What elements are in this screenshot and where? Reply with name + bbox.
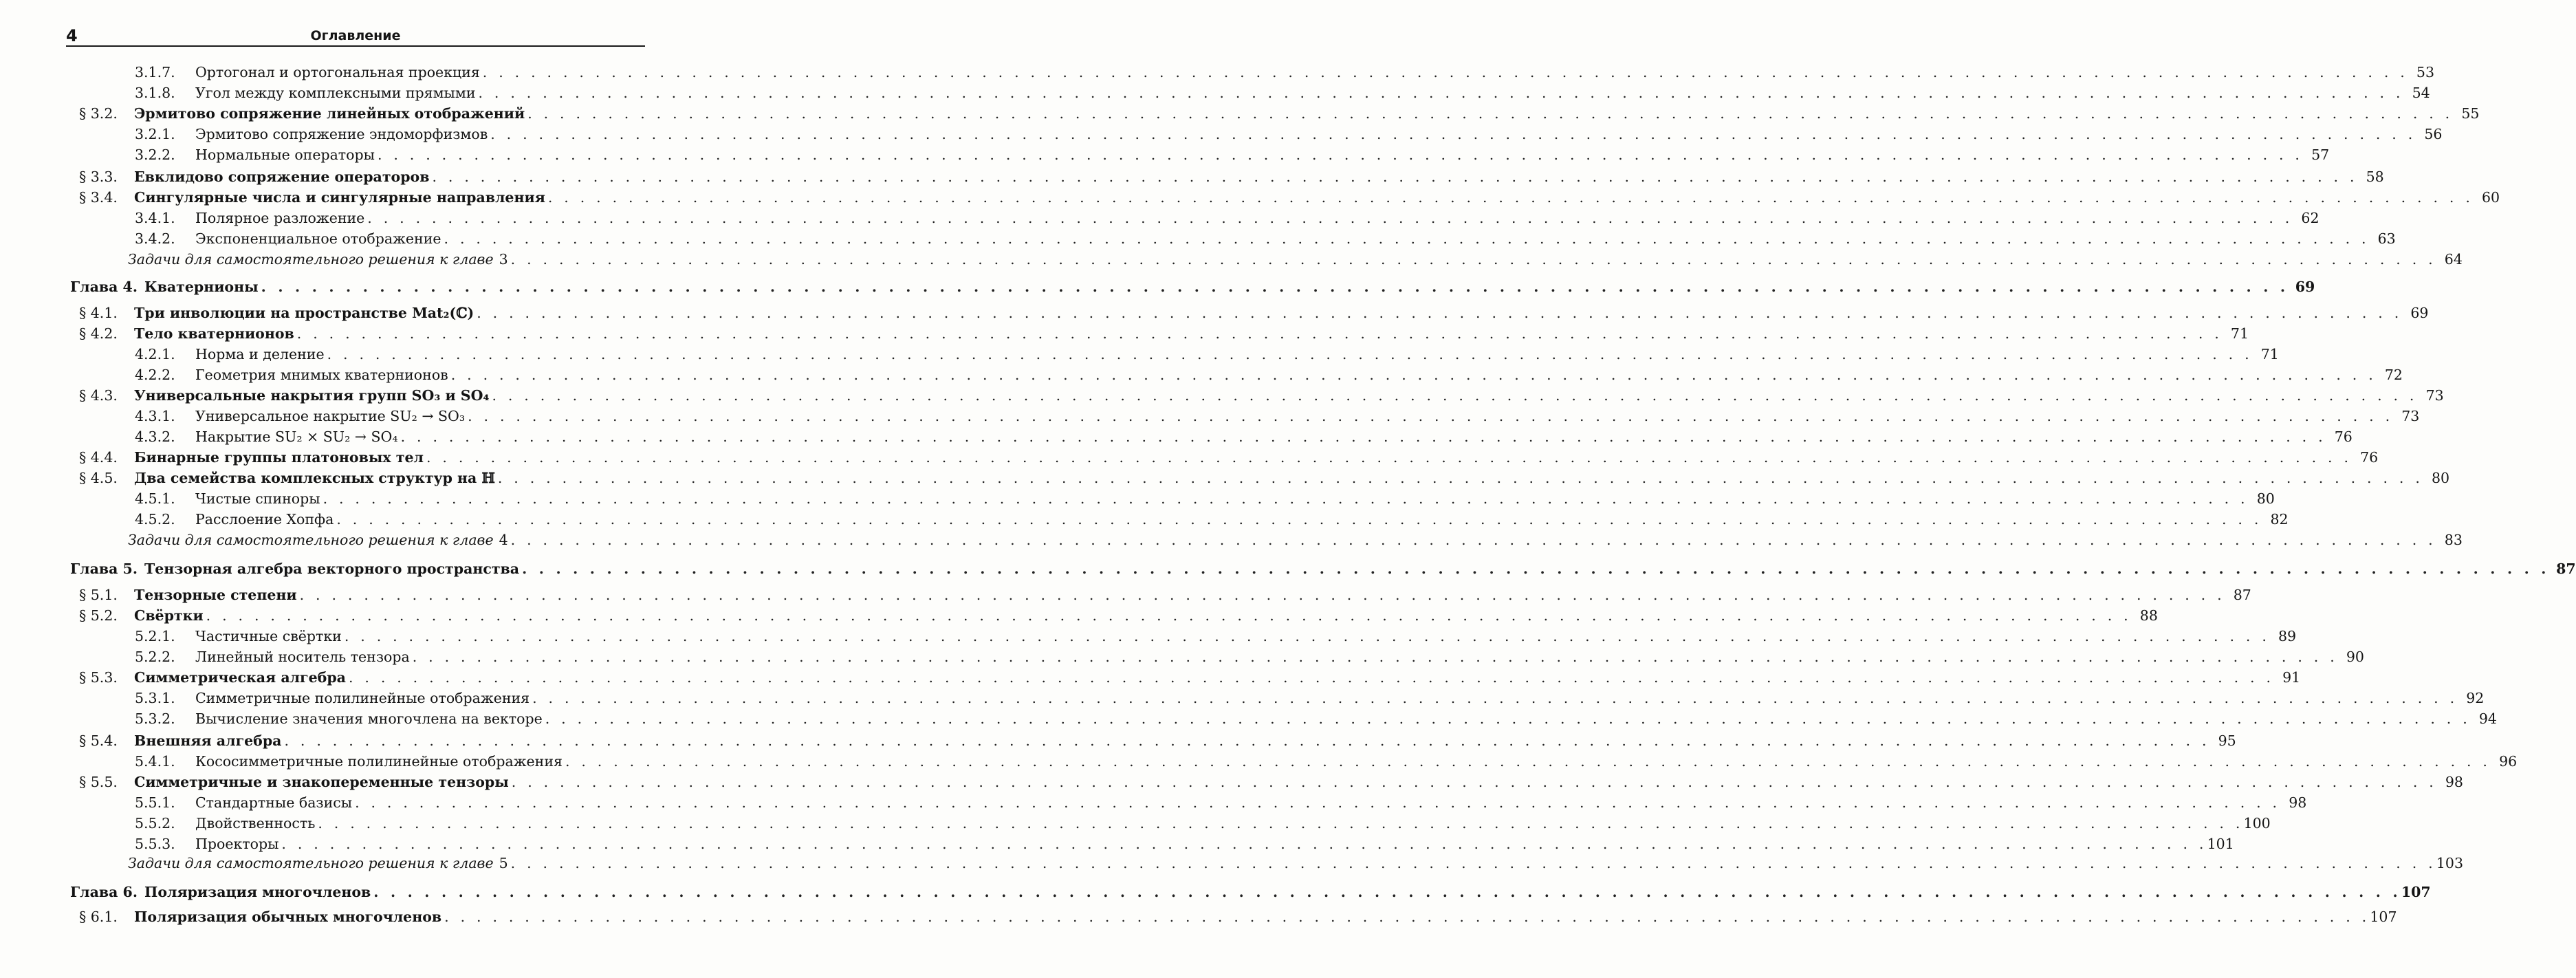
- entry-page: 76: [2334, 428, 2353, 445]
- entry-number: § 4.4.: [79, 449, 118, 466]
- entry-title: Угол между комплексными прямыми: [195, 85, 476, 101]
- toc-subsection: [135, 406, 2420, 426]
- dot-leader: . . . . . . . . . . . . . . . . . . . . . . . . . . . . . . . . . . . . . . . . . . . . . . . . . . . . . . . . . . . . . . . . . . . . . . . . . . . . . . . . . . . . . . . . . . . . . . . . . . . . . . . . . . . . . . . . . . . . . . . .: [510, 251, 2436, 268]
- entry-number: 5.5.1.: [135, 794, 175, 811]
- dot-leader: . . . . . . . . . . . . . . . . . . . . . . . . . . . . . . . . . . . . . . . . . . . . . . . . . . . . . . . . . . . . . . . . . . . . . . . . . . . . . . . . . . . . . . . . . . . . . . . . . . . . . . . . . . . . . . . . . . . . . . . .: [492, 387, 2418, 404]
- toc-subsection: [135, 124, 2443, 144]
- chapter-ref: 5: [499, 855, 508, 871]
- entry-number: § 3.4.: [79, 189, 118, 206]
- entry-page: 87: [2233, 587, 2251, 603]
- toc-problems: [128, 530, 2463, 550]
- dot-leader: . . . . . . . . . . . . . . . . . . . . . . . . . . . . . . . . . . . . . . . . . . . . . . . . . . . . . . . . . . . . . . . . . . . . . . . . . . . . . . . . . . . . . . . . . . . . . . . . . . . . . . . . . . . . . . . . . . . . . . . .: [327, 346, 2253, 362]
- entry-title: Геометрия мнимых кватернионов: [195, 367, 448, 383]
- toc-chapter: [70, 882, 2431, 902]
- entry-page: 87: [2556, 561, 2576, 577]
- entry-title: Поляризация многочленов: [144, 884, 371, 900]
- entry-title: Полярное разложение: [195, 210, 365, 226]
- entry-number: § 5.3.: [79, 669, 118, 686]
- entry-number: § 4.5.: [79, 470, 118, 486]
- entry-page: 98: [2289, 794, 2307, 811]
- entry-page: 64: [2444, 251, 2463, 268]
- entry-page: 100: [2243, 815, 2271, 832]
- entry-page: 58: [2366, 169, 2384, 185]
- dot-leader: . . . . . . . . . . . . . . . . . . . . . . . . . . . . . . . . . . . . . . . . . . . . . . . . . . . . . . . . . . . . . . . . . . . . . . . . . . . . . . . . . . . . . . . . . . . . . . . . . . . . . . . . . . . . . . . . . . . . . . . .: [490, 126, 2416, 142]
- entry-title: Задачи для самостоятельного решения к главе: [128, 251, 494, 268]
- dot-leader: . . . . . . . . . . . . . . . . . . . . . . . . . . . . . . . . . . . . . . . . . . . . . . . . . . . . . . . . . . . . . . . . . . . . . . . . . . . . . . . . . . . . . . . . . . . . . . . . . . . . . . . . . . . . . . . . . . . . . . . .: [426, 449, 2353, 466]
- dot-leader: . . . . . . . . . . . . . . . . . . . . . . . . . . . . . . . . . . . . . . . . . . . . . . . . . . . . . . . . . . . . . . . . . . . . . . . . . . . . . . . . . . . . . . . . . . . . . . . . . . . . . . . . . . . . . . . . . . . . . . . .: [450, 367, 2377, 383]
- toc-subsection: [135, 646, 2364, 667]
- toc-section: [79, 468, 2450, 488]
- entry-number: 4.2.2.: [135, 367, 175, 383]
- dot-leader: . . . . . . . . . . . . . . . . . . . . . . . . . . . . . . . . . . . . . . . . . . . . . . . . . . . . . . . . . . . . . . . . . . . . . . . . . . . . . . . . . . . . . . . . . . . . . . . . . . . . . . . . . . . . . . . . . . . . . . . .: [444, 909, 2370, 925]
- dot-leader: . . . . . . . . . . . . . . . . . . . . . . . . . . . . . . . . . . . . . . . . . . . . . . . . . . . . . . . . . . . . . . . . . . . . . . . . . . . . . . . . . . . . . . . . . . . . . . . . . . . . . . . . . . . . . . . . . . . . . . . .: [318, 815, 2244, 832]
- toc-subsection: [135, 62, 2435, 83]
- toc-subsection: [135, 208, 2320, 228]
- dot-leader: . . . . . . . . . . . . . . . . . . . . . . . . . . . . . . . . . . . . . . . . . . . . . . . . . . . . . . . . . . . . . . . . . . . . . . . . . . . . . . . . . . . . . . . . . . . . . . . . . . . . . . . . . . . . . . . . . . . . . . . .: [323, 490, 2249, 507]
- entry-title: Симметричные полилинейные отображения: [195, 690, 530, 706]
- entry-title: Внешняя алгебра: [134, 732, 282, 749]
- entry-page: 73: [2401, 408, 2420, 424]
- entry-title: Вычисление значения многочлена на векторе: [195, 710, 543, 727]
- entry-title: Симметрическая алгебра: [134, 669, 346, 686]
- entry-number: Глава 4.: [70, 279, 138, 295]
- entry-number: 3.1.7.: [135, 64, 175, 80]
- dot-leader: . . . . . . . . . . . . . . . . . . . . . . . . . . . . . . . . . . . . . . . . . . . . . . . . . . . . . . . . . . . . . . . . . . . . . . . . . . . . . . . . . . . . . . . . . . . . . . . . . . . . . . . . . . . . . . . . . . . . . . . .: [527, 105, 2454, 122]
- entry-number: Глава 6.: [70, 884, 138, 900]
- entry-page: 54: [2412, 85, 2430, 101]
- entry-title: Свёртки: [134, 607, 204, 624]
- entry-page: 53: [2416, 64, 2435, 80]
- toc-subsection: [135, 365, 2403, 385]
- entry-title: Проекторы: [195, 836, 279, 852]
- toc-section: [79, 447, 2379, 468]
- entry-title: Частичные свёртки: [195, 628, 342, 644]
- dot-leader: . . . . . . . . . . . . . . . . . . . . . . . . . . . . . . . . . . . . . . . . . . . . . . . . . . . . . . . . . . . . . . . . . . . . . . . . . . . . . . . . . . . . . . . . . . . . . . . . . . . . . . . . . . . . . . . . . . . . . . . .: [482, 64, 2409, 80]
- dot-leader: . . . . . . . . . . . . . . . . . . . . . . . . . . . . . . . . . . . . . . . . . . . . . . . . . . . . . . . . . . . . . . . . . . . . . . . . . . . . . . . . . . . . . . . . . . . . . . . . . . . . . . . . . . . . . . . . . . . . . . . .: [348, 669, 2275, 686]
- toc-subsection: [135, 83, 2430, 103]
- entry-title: Расслоение Хопфа: [195, 511, 334, 528]
- toc-section: [79, 585, 2251, 605]
- toc-chapter: [70, 276, 2315, 297]
- entry-page: 107: [2370, 909, 2397, 925]
- toc-subsection: [135, 834, 2234, 854]
- dot-leader: . . . . . . . . . . . . . . . . . . . . . . . . . . . . . . . . . . . . . . . . . . . . . . . . . . . . . . . . . . . . . . . . . . . . . . . . . . . . . . . . . . . . . . . . . . . . . . . . . . . . . . . . . . . . . . . . . . . . . . . .: [400, 428, 2326, 445]
- entry-title: Симметричные и знакопеременные тензоры: [134, 774, 509, 790]
- entry-page: 63: [2377, 230, 2396, 247]
- entry-title: Задачи для самостоятельного решения к главе: [128, 532, 494, 548]
- entry-title: Задачи для самостоятельного решения к главе: [128, 855, 494, 871]
- entry-number: § 3.3.: [79, 169, 118, 185]
- toc-section: [79, 166, 2384, 187]
- entry-title: Поляризация обычных многочленов: [134, 909, 442, 925]
- entry-page: 98: [2445, 774, 2463, 790]
- toc-subsection: [135, 751, 2518, 772]
- entry-number: 3.2.2.: [135, 146, 175, 163]
- entry-title: Стандартные базисы: [195, 794, 353, 811]
- entry-number: § 4.1.: [79, 305, 118, 321]
- toc-problems: [128, 853, 2464, 873]
- toc-section: [79, 103, 2480, 124]
- toc-section: [79, 385, 2444, 406]
- entry-number: 5.5.2.: [135, 815, 175, 832]
- entry-title: Кватернионы: [144, 279, 259, 295]
- page-number: 4: [66, 26, 78, 45]
- toc-subsection: [135, 792, 2307, 813]
- dot-leader: . . . . . . . . . . . . . . . . . . . . . . . . . . . . . . . . . . . . . . . . . . . . . . . . . . . . . . . . . . . . . . . . . . . . . . . . . . . . . . . . . . . . . . . . . . . . . . . . . . . . . . . . . . . . . . . . . . . . . . . .: [511, 774, 2437, 790]
- toc-chapter: [70, 558, 2576, 579]
- entry-title: Евклидово сопряжение операторов: [134, 169, 430, 185]
- dot-leader: . . . . . . . . . . . . . . . . . . . . . . . . . . . . . . . . . . . . . . . . . . . . . . . . . . . . . . . . . . . . . . . . . . . . . . . . . . . . . . . . . . . . . . . . . . . . . . . . . . . . . . . . . . . . . . . . . . . . . . . .: [478, 85, 2404, 101]
- entry-page: 80: [2431, 470, 2450, 486]
- entry-number: 3.4.2.: [135, 230, 175, 247]
- entry-page: 92: [2466, 690, 2485, 706]
- entry-number: § 3.2.: [79, 105, 118, 122]
- entry-number: 5.2.2.: [135, 649, 175, 665]
- entry-page: 82: [2270, 511, 2289, 528]
- toc-subsection: [135, 708, 2497, 729]
- dot-leader: . . . . . . . . . . . . . . . . . . . . . . . . . . . . . . . . . . . . . . . . . . . . . . . . . . . . . . . . . . . . . . . . . . . . . . . . . . . . . . . . . . . . . . . . . . . . . . . . . . . . . . . . . . . . . . . . . . . . . . . .: [377, 146, 2304, 163]
- dot-leader: . . . . . . . . . . . . . . . . . . . . . . . . . . . . . . . . . . . . . . . . . . . . . . . . . . . . . . . . . . . . . . . . . . . . . . . . . . . . . . . . . . . . . . . . . . . . . . . . . . . . . . . . . . . . . . . . . . . . . . . .: [565, 753, 2491, 770]
- entry-title: Ортогонал и ортогональная проекция: [195, 64, 480, 80]
- entry-title: Двойственность: [195, 815, 316, 832]
- dot-leader: . . . . . . . . . . . . . . . . . . . . . . . . . . . . . . . . . . . . . . . . . . . . . . . . . . . . . . . . . . . . . . . . . . . . . . . . . . . . . . . . . . . . . . . . . . . . . . . . . . . . . . . . . . . . . . . . . . . . . . . .: [510, 532, 2436, 548]
- toc-problems: [128, 249, 2463, 270]
- entry-page: 55: [2461, 105, 2480, 122]
- entry-page: 69: [2410, 305, 2429, 321]
- toc-subsection: [135, 144, 2330, 165]
- entry-number: 5.3.1.: [135, 690, 175, 706]
- toc-subsection: [135, 688, 2485, 708]
- toc-subsection: [135, 509, 2289, 530]
- entry-title: Сингулярные числа и сингулярные направления: [134, 189, 545, 206]
- entry-title: Нормальные операторы: [195, 146, 375, 163]
- toc-section: [79, 303, 2429, 323]
- dot-leader: . . . . . . . . . . . . . . . . . . . . . . . . . . . . . . . . . . . . . . . . . . . . . . . . . . . . . . . . . . . . . . . . . . . . . . . . . . . . . . . . . . . . . . . . . . . . . . . . . . . . . . . . . . . . . . . . . . . . . . . .: [412, 649, 2338, 665]
- entry-page: 62: [2301, 210, 2320, 226]
- dot-leader: . . . . . . . . . . . . . . . . . . . . . . . . . . . . . . . . . . . . . . . . . . . . . . . . . . . . . . . . . . . . . . . . . . . . . . . . . . . . . . . . . . . . . . . . . . . . . . . . . . . . . . . . . . . . . . . . . . . . . . . .: [284, 732, 2210, 749]
- dot-leader: . . . . . . . . . . . . . . . . . . . . . . . . . . . . . . . . . . . . . . . . . . . . . . . . . . . . . . . . . . . . . . . . . . . . . . . . . . . . . . . . . . . . . . . . . . . . . . . . . . . . . . . . . . . . . . . . . . . . . . . .: [444, 230, 2370, 247]
- entry-title: Чистые спиноры: [195, 490, 320, 507]
- entry-number: 3.4.1.: [135, 210, 175, 226]
- entry-number: § 5.4.: [79, 732, 118, 749]
- entry-number: 5.3.2.: [135, 710, 175, 727]
- entry-title: Бинарные группы платоновых тел: [134, 449, 424, 466]
- chapter-ref: 3: [499, 251, 508, 268]
- toc-subsection: [135, 426, 2353, 447]
- toc-subsection: [135, 813, 2271, 834]
- toc-section: [79, 667, 2301, 688]
- dot-leader: . . . . . . . . . . . . . . . . . . . . . . . . . . . . . . . . . . . . . . . . . . . . . . . . . . . . . . . . . . . . . . . . . . . . . . . . . . . . . . . . . . . . . . . . . . . . . . . . . . . . . . . . . . . . . . . . . . . . . . . .: [281, 836, 2207, 852]
- entry-number: § 6.1.: [79, 909, 118, 925]
- entry-title: Накрытие SU₂ × SU₂ → SO₄: [195, 428, 398, 445]
- entry-number: 4.3.2.: [135, 428, 175, 445]
- dot-leader: . . . . . . . . . . . . . . . . . . . . . . . . . . . . . . . . . . . . . . . . . . . . . . . . . . . . . . . . . . . . . . . . . . . . . . . . . . . . . . . . . . . . . . . . . . . . . . . . . . . . . . . . . . . . . . . . . . . . . . . .: [432, 169, 2358, 185]
- entry-title: Норма и деление: [195, 346, 325, 362]
- dot-leader: . . . . . . . . . . . . . . . . . . . . . . . . . . . . . . . . . . . . . . . . . . . . . . . . . . . . . . . . . . . . . . . . . . . . . . . . . . . . . . . . . . . . . . . . . . . . . . . . . . . . . . . . . . . . . . . . . . . . . . . .: [367, 210, 2293, 226]
- entry-title: Три инволюции на пространстве Mat₂(ℂ): [134, 305, 474, 321]
- entry-page: 71: [2230, 325, 2249, 342]
- entry-page: 73: [2425, 387, 2444, 404]
- dot-leader: . . . . . . . . . . . . . . . . . . . . . . . . . . . . . . . . . . . . . . . . . . . . . . . . . . . . . . . . . . . . . . . . . . . . . . . . . . . . . . . . . . . . . . . . . . . . . . . . . . . . . . . . . . . . . . . . . . . . . . . .: [477, 305, 2403, 321]
- entry-page: 83: [2444, 532, 2463, 548]
- entry-page: 96: [2499, 753, 2518, 770]
- dot-leader: . . . . . . . . . . . . . . . . . . . . . . . . . . . . . . . . . . . . . . . . . . . . . . . . . . . . . . . . . . . . . . . . . . . . . . . . . . . . . . . . . . . . . . . . . . . . . . . . . . . . . . . . . . . . . . . . . . . . . . . .: [497, 470, 2424, 486]
- dot-leader: . . . . . . . . . . . . . . . . . . . . . . . . . . . . . . . . . . . . . . . . . . . . . . . . . . . . . . . . . . . . . . . . . . . . . . . . . . . . . . . . . . . . . . . . . . . . . . . . . . . . . . . . . . . . . . . . . . . . . . . .: [296, 325, 2223, 342]
- entry-number: 5.2.1.: [135, 628, 175, 644]
- entry-number: 4.5.2.: [135, 511, 175, 528]
- entry-page: 76: [2360, 449, 2379, 466]
- toc-section: [79, 906, 2397, 927]
- entry-number: § 4.2.: [79, 325, 118, 342]
- entry-title: Кососимметричные полилинейные отображения: [195, 753, 563, 770]
- chapter-ref: 4: [499, 532, 508, 548]
- entry-page: 90: [2346, 649, 2364, 665]
- entry-page: 57: [2311, 146, 2330, 163]
- entry-title: Тензорные степени: [134, 587, 297, 603]
- toc-subsection: [135, 488, 2275, 509]
- dot-leader: . . . . . . . . . . . . . . . . . . . . . . . . . . . . . . . . . . . . . . . . . . . . . . . . . . . . . . . . . . . . . . . . . . . . . . . . . . . . . . . . . . . . . . . . . . . . . . . . . . . . . . . . . . . . . . . . . . . . . . . .: [373, 884, 2401, 900]
- entry-number: Глава 5.: [70, 561, 138, 577]
- entry-number: § 5.5.: [79, 774, 118, 790]
- entry-page: 72: [2384, 367, 2403, 383]
- entry-page: 69: [2295, 279, 2315, 295]
- toc-section: [79, 730, 2236, 751]
- toc-section: [79, 772, 2463, 792]
- entry-number: 3.2.1.: [135, 126, 175, 142]
- dot-leader: . . . . . . . . . . . . . . . . . . . . . . . . . . . . . . . . . . . . . . . . . . . . . . . . . . . . . . . . . . . . . . . . . . . . . . . . . . . . . . . . . . . . . . . . . . . . . . . . . . . . . . . . . . . . . . . . . . . . . . . .: [547, 189, 2474, 206]
- dot-leader: . . . . . . . . . . . . . . . . . . . . . . . . . . . . . . . . . . . . . . . . . . . . . . . . . . . . . . . . . . . . . . . . . . . . . . . . . . . . . . . . . . . . . . . . . . . . . . . . . . . . . . . . . . . . . . . . . . . . . . . .: [336, 511, 2262, 528]
- entry-page: 71: [2260, 346, 2279, 362]
- entry-title: Эрмитово сопряжение линейных отображений: [134, 105, 525, 122]
- entry-page: 101: [2207, 836, 2234, 852]
- entry-number: 5.5.3.: [135, 836, 175, 852]
- entry-page: 88: [2139, 607, 2158, 624]
- entry-number: 3.1.8.: [135, 85, 175, 101]
- entry-page: 107: [2401, 884, 2431, 900]
- entry-page: 56: [2424, 126, 2443, 142]
- entry-title: Универсальное накрытие SU₂ → SO₃: [195, 408, 466, 424]
- dot-leader: . . . . . . . . . . . . . . . . . . . . . . . . . . . . . . . . . . . . . . . . . . . . . . . . . . . . . . . . . . . . . . . . . . . . . . . . . . . . . . . . . . . . . . . . . . . . . . . . . . . . . . . . . . . . . . . . . . . . . . . .: [532, 690, 2458, 706]
- dot-leader: . . . . . . . . . . . . . . . . . . . . . . . . . . . . . . . . . . . . . . . . . . . . . . . . . . . . . . . . . . . . . . . . . . . . . . . . . . . . . . . . . . . . . . . . . . . . . . . . . . . . . . . . . . . . . . . . . . . . . . . .: [299, 587, 2225, 603]
- dot-leader: . . . . . . . . . . . . . . . . . . . . . . . . . . . . . . . . . . . . . . . . . . . . . . . . . . . . . . . . . . . . . . . . . . . . . . . . . . . . . . . . . . . . . . . . . . . . . . . . . . . . . . . . . . . . . . . . . . . . . . . .: [545, 710, 2471, 727]
- entry-number: § 5.2.: [79, 607, 118, 624]
- entry-page: 103: [2436, 855, 2464, 871]
- toc-subsection: [135, 626, 2297, 646]
- entry-page: 91: [2282, 669, 2301, 686]
- entry-page: 60: [2481, 189, 2500, 206]
- dot-leader: . . . . . . . . . . . . . . . . . . . . . . . . . . . . . . . . . . . . . . . . . . . . . . . . . . . . . . . . . . . . . . . . . . . . . . . . . . . . . . . . . . . . . . . . . . . . . . . . . . . . . . . . . . . . . . . . . . . . . . . .: [355, 794, 2281, 811]
- running-title: Оглавление: [310, 28, 401, 43]
- entry-title: Экспоненциальное отображение: [195, 230, 441, 247]
- toc-section: [79, 323, 2249, 344]
- entry-number: 4.5.1.: [135, 490, 175, 507]
- dot-leader: . . . . . . . . . . . . . . . . . . . . . . . . . . . . . . . . . . . . . . . . . . . . . . . . . . . . . . . . . . . . . . . . . . . . . . . . . . . . . . . . . . . . . . . . . . . . . . . . . . . . . . . . . . . . . . . . . . . . . . . .: [522, 561, 2550, 577]
- toc-subsection: [135, 228, 2396, 249]
- entry-page: 94: [2478, 710, 2497, 727]
- entry-number: 4.3.1.: [135, 408, 175, 424]
- entry-page: 89: [2278, 628, 2297, 644]
- entry-page: 95: [2218, 732, 2236, 749]
- entry-number: 5.4.1.: [135, 753, 175, 770]
- entry-title: Тензорная алгебра векторного пространства: [144, 561, 520, 577]
- toc-subsection: [135, 344, 2279, 365]
- entry-title: Линейный носитель тензора: [195, 649, 410, 665]
- entry-page: 80: [2256, 490, 2275, 507]
- entry-title: Два семейства комплексных структур на ℍ: [134, 470, 495, 486]
- entry-title: Универсальные накрытия групп SO₃ и SO₄: [134, 387, 490, 404]
- entry-number: 4.2.1.: [135, 346, 175, 362]
- entry-title: Тело кватернионов: [134, 325, 294, 342]
- entry-title: Эрмитово сопряжение эндоморфизмов: [195, 126, 488, 142]
- dot-leader: . . . . . . . . . . . . . . . . . . . . . . . . . . . . . . . . . . . . . . . . . . . . . . . . . . . . . . . . . . . . . . . . . . . . . . . . . . . . . . . . . . . . . . . . . . . . . . . . . . . . . . . . . . . . . . . . . . . . . . . .: [261, 279, 2289, 295]
- dot-leader: . . . . . . . . . . . . . . . . . . . . . . . . . . . . . . . . . . . . . . . . . . . . . . . . . . . . . . . . . . . . . . . . . . . . . . . . . . . . . . . . . . . . . . . . . . . . . . . . . . . . . . . . . . . . . . . . . . . . . . . .: [510, 855, 2436, 871]
- entry-number: § 4.3.: [79, 387, 118, 404]
- dot-leader: . . . . . . . . . . . . . . . . . . . . . . . . . . . . . . . . . . . . . . . . . . . . . . . . . . . . . . . . . . . . . . . . . . . . . . . . . . . . . . . . . . . . . . . . . . . . . . . . . . . . . . . . . . . . . . . . . . . . . . . .: [468, 408, 2394, 424]
- toc-section: [79, 605, 2158, 626]
- entry-number: § 5.1.: [79, 587, 118, 603]
- dot-leader: . . . . . . . . . . . . . . . . . . . . . . . . . . . . . . . . . . . . . . . . . . . . . . . . . . . . . . . . . . . . . . . . . . . . . . . . . . . . . . . . . . . . . . . . . . . . . . . . . . . . . . . . . . . . . . . . . . . . . . . .: [344, 628, 2271, 644]
- toc-section: [79, 187, 2500, 208]
- dot-leader: . . . . . . . . . . . . . . . . . . . . . . . . . . . . . . . . . . . . . . . . . . . . . . . . . . . . . . . . . . . . . . . . . . . . . . . . . . . . . . . . . . . . . . . . . . . . . . . . . . . . . . . . . . . . . . . . . . . . . . . .: [206, 607, 2132, 624]
